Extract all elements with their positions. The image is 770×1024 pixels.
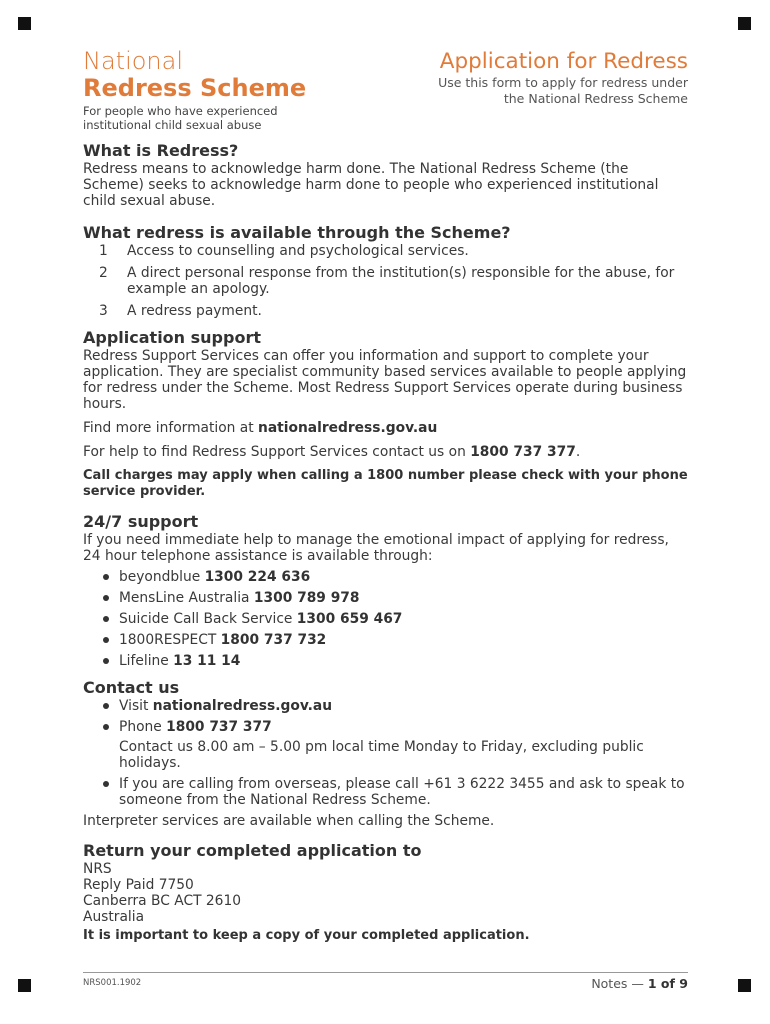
footer-divider: [83, 972, 688, 973]
service-name: MensLine Australia: [119, 590, 254, 606]
list-item: [83, 698, 688, 714]
section-what-is-redress: [83, 141, 688, 209]
phone-number[interactable]: 1800 737 377: [166, 719, 272, 735]
support-lines-list: [83, 569, 688, 669]
page-indicator: [591, 976, 688, 991]
section-body: If you need immediate help to manage the emotional impact of applying for redress, 24 hour telephone assistance is available through:: [83, 532, 669, 564]
help-prefix: For help to find Redress Support Services contact us on: [83, 444, 471, 460]
contact-list: [83, 698, 688, 808]
list-item: [83, 590, 688, 606]
form-code: NRS001.1902: [83, 978, 142, 988]
address-line: Reply Paid 7750: [83, 877, 194, 893]
registration-mark-top-left: [18, 17, 31, 30]
section-heading: Contact us: [83, 678, 180, 697]
list-number: 1: [99, 243, 108, 259]
brand-name-line1: National: [83, 47, 184, 75]
section-heading: Return your completed application to: [83, 841, 422, 860]
section-body: Redress means to acknowledge harm done. The National Redress Scheme (the Scheme) seeks to acknowledge harm done to people who experienced institutional child sexual abuse.: [83, 161, 659, 209]
service-number[interactable]: 13 11 14: [173, 653, 241, 669]
service-number[interactable]: 1300 789 978: [253, 590, 360, 606]
service-number[interactable]: 1300 659 467: [296, 611, 403, 627]
list-item: [83, 265, 688, 297]
document-page: [83, 48, 688, 944]
page-number: 1 of 9: [647, 976, 688, 991]
list-item: [83, 632, 688, 648]
registration-mark-top-right: [738, 17, 751, 30]
form-subtitle: Use this form to apply for redress under the National Redress Scheme: [438, 75, 688, 106]
find-more-info: [83, 420, 688, 436]
service-name: Suicide Call Back Service: [119, 611, 297, 627]
keep-copy-note: It is important to keep a copy of your completed application.: [83, 928, 530, 943]
section-heading: What redress is available through the Scheme?: [83, 223, 511, 242]
help-phone-number[interactable]: 1800 737 377: [470, 444, 576, 460]
page-header: [83, 48, 688, 138]
service-number[interactable]: 1300 224 636: [204, 569, 311, 585]
list-item: [83, 776, 688, 808]
website-link[interactable]: nationalredress.gov.au: [258, 420, 438, 436]
find-prefix: Find more information at: [83, 420, 259, 436]
list-number: 3: [99, 303, 108, 319]
website-link[interactable]: nationalredress.gov.au: [152, 698, 333, 714]
brand-block: [83, 48, 306, 132]
list-item: [83, 303, 688, 319]
form-title: Application for Redress: [439, 49, 688, 74]
call-charges-note: Call charges may apply when calling a 1800 number please check with your phone service provider.: [83, 468, 688, 499]
overseas-info: If you are calling from overseas, please call +61 3 6222 3455 and ask to speak to someone from the National Redress Scheme.: [119, 776, 685, 808]
address-line: NRS: [83, 861, 112, 877]
address-line: Australia: [83, 909, 145, 925]
section-contact-us: [83, 678, 688, 829]
phone-prefix: Phone: [119, 719, 167, 735]
interpreter-note: Interpreter services are available when calling the Scheme.: [83, 813, 495, 829]
section-body: Redress Support Services can offer you information and support to complete your application. They are specialist community based services available to people applying for redress under the Scheme. Most Redress Support Services operate during business hours.: [83, 348, 687, 412]
registration-mark-bottom-right: [738, 979, 751, 992]
list-item: [83, 719, 688, 771]
section-return-application: [83, 841, 688, 944]
list-item: [83, 569, 688, 585]
help-suffix: .: [575, 444, 581, 460]
section-24-7-support: [83, 512, 688, 669]
list-item: [83, 611, 688, 627]
list-text: A direct personal response from the institution(s) responsible for the abuse, for example an apology.: [127, 265, 675, 297]
service-name: beyondblue: [119, 569, 205, 585]
address-line: Canberra BC ACT 2610: [83, 893, 242, 909]
list-item: [83, 243, 688, 259]
form-heading-block: [418, 48, 688, 107]
numbered-list: [83, 243, 688, 319]
page-prefix: Notes —: [591, 976, 648, 991]
list-text: Access to counselling and psychological services.: [127, 243, 469, 259]
registration-mark-bottom-left: [18, 979, 31, 992]
contact-hours: Contact us 8.00 am – 5.00 pm local time Monday to Friday, excluding public holidays.: [119, 739, 644, 771]
service-name: 1800RESPECT: [119, 632, 221, 648]
brand-tagline: For people who have experienced institutional child sexual abuse: [83, 104, 278, 132]
brand-name-line2: Redress Scheme: [83, 74, 307, 102]
service-name: Lifeline: [119, 653, 174, 669]
section-heading: 24/7 support: [83, 512, 199, 531]
section-available-redress: [83, 223, 688, 319]
list-text: A redress payment.: [127, 303, 262, 319]
list-number: 2: [99, 265, 108, 281]
section-heading: What is Redress?: [83, 141, 239, 160]
list-item: [83, 653, 688, 669]
visit-prefix: Visit: [119, 698, 153, 714]
service-number[interactable]: 1800 737 732: [220, 632, 327, 648]
section-heading: Application support: [83, 328, 261, 347]
help-contact: [83, 444, 688, 460]
section-application-support: [83, 328, 688, 500]
